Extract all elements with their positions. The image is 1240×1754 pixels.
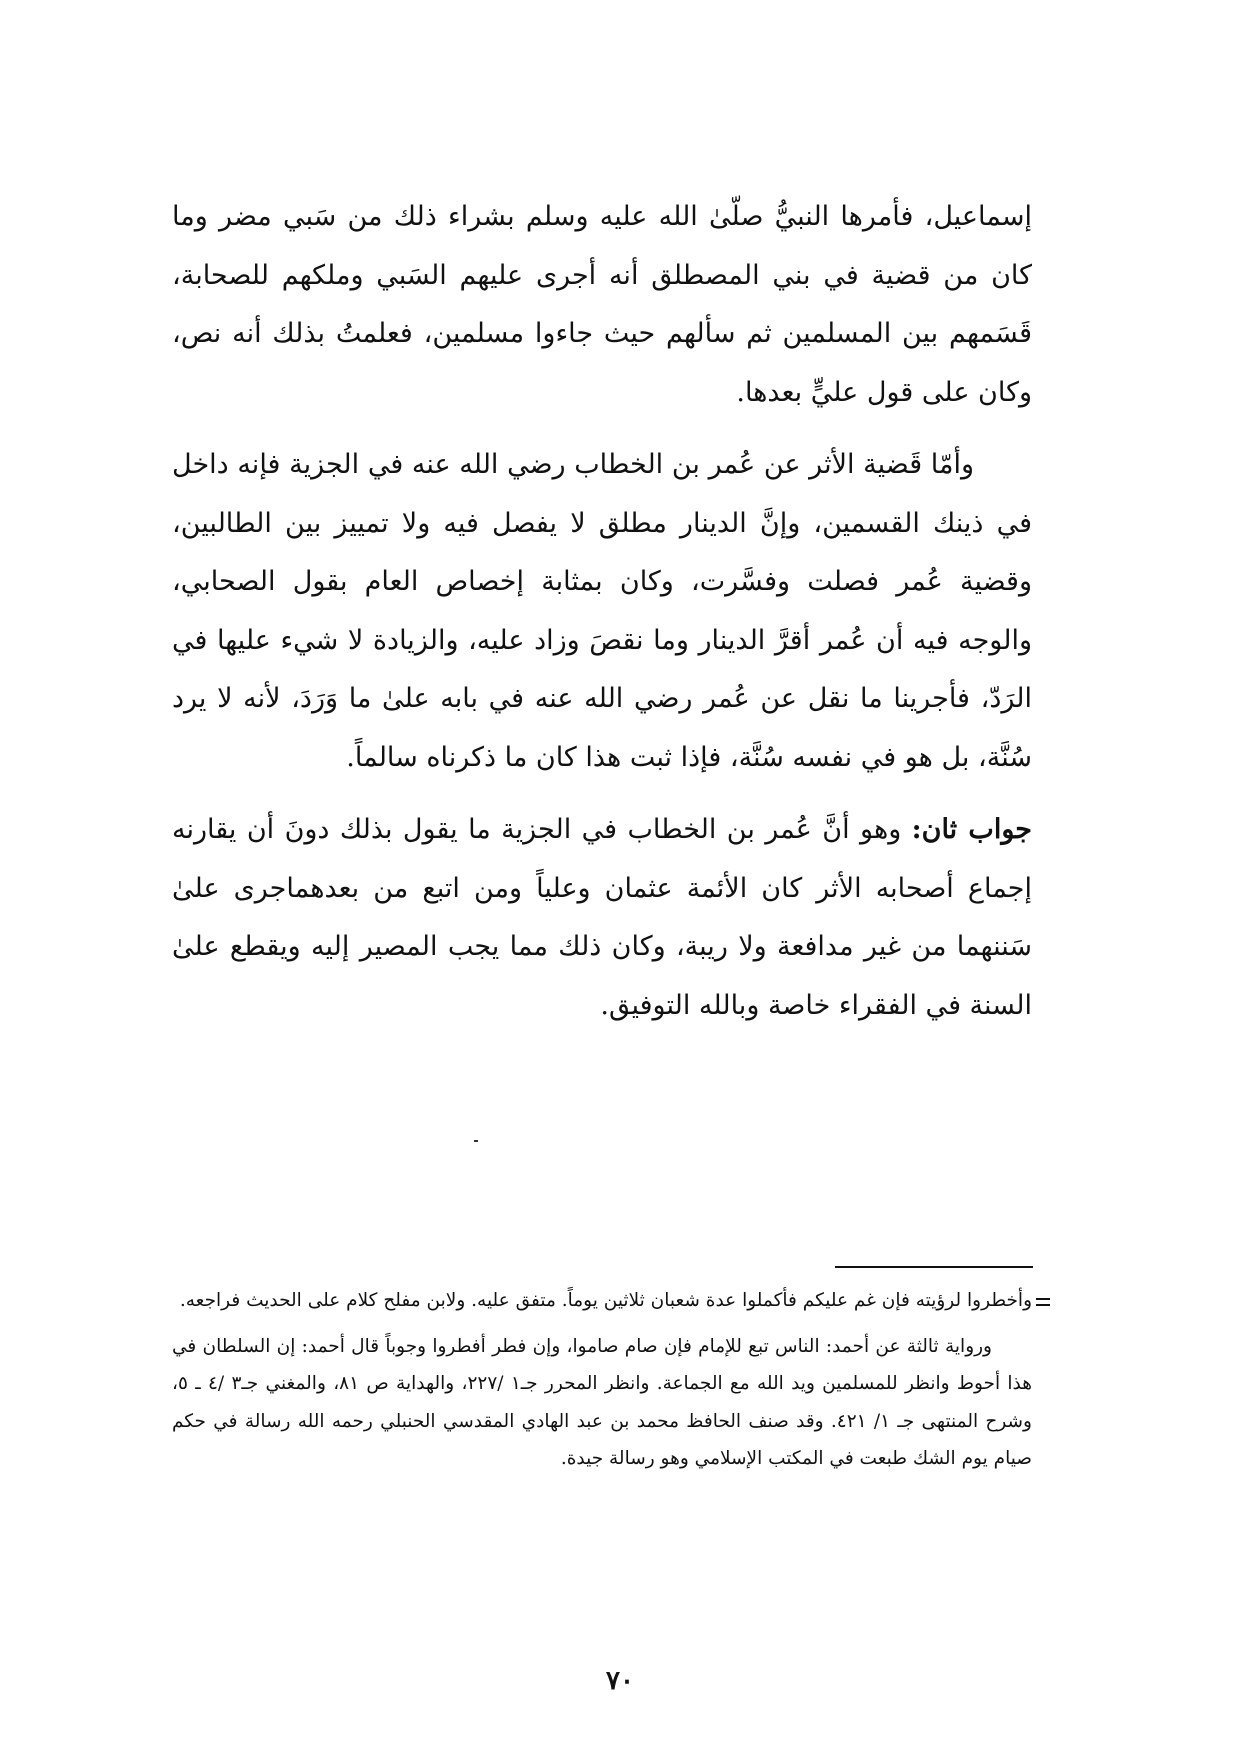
- footnote-2: ورواية ثالثة عن أحمد: الناس تبع للإمام فإن صام صاموا، وإن فطر أفطروا وجوباً قال أحمد: إن السلطان في هذا أحوط وانظر للمسلمين ويد الله مع الجماعة. وانظر المحرر جـ١ /٢٢٧، والهداية ص ٨١، والمغني جـ٣ /٤ ـ ٥، وشرح المنتهى جـ ١/ ٤٢١. وقد صنف الحافظ محمد بن عبد الهادي المقدسي الحنبلي رحمه الله رسالة في حكم صيام يوم الشك طبعت في المكتب الإسلامي وهو رسالة جيدة.: [172, 1335, 1033, 1469]
- main-text: [172, 188, 1032, 1049]
- answer-text: وهو أنَّ عُمر بن الخطاب في الجزية ما يقول بذلك دونَ أن يقارنه إجماع أصحابه الأثر كان الأئمة عثمان وعلياً ومن اتبع من بعدهماجرى علىٰ سَننهما من غير مدافعة ولا ريبة، وكان ذلك مما يجب المصير إليه ويقطع علىٰ السنة في الفقراء خاصة وبالله التوفيق.: [172, 814, 1032, 1021]
- footnote-1: وأخطروا لرؤيته فإن غم عليكم فأكملوا عدة شعبان ثلاثين يوماً. متفق عليه. ولابن مفلح كلام على الحديث فراجعه.: [179, 1290, 1032, 1311]
- stray-mark: [474, 1140, 478, 1142]
- body-paragraph-2: وأمّا قَضية الأثر عن عُمر بن الخطاب رضي الله عنه في الجزية فإنه داخل في ذينك القسمين، وإنَّ الدينار مطلق لا يفصل فيه ولا تمييز بين الطالبين، وقضية عُمر فصلت وفسَّرت، وكان بمثابة إخصاص العام بقول الصحابي، والوجه فيه أن عُمر أقرَّ الدينار وما نقصَ وزاد عليه، والزيادة لا شيء عليها في الرَدّ، فأجرينا ما نقل عن عُمر رضي الله عنه في بابه علىٰ ما وَرَدَ، لأنه لا يرد سُنَّة، بل هو في نفسه سُنَّة، فإذا ثبت هذا كان ما ذكرناه سالماً.: [172, 449, 1032, 773]
- answer-lead: جواب ثان:: [911, 814, 1032, 845]
- footnote-continuation-marker: [1034, 1298, 1050, 1310]
- answer-paragraph: [172, 801, 1032, 1035]
- body-paragraph-1: إسماعيل، فأمرها النبيُّ صلّىٰ الله عليه وسلم بشراء ذلك من سَبي مضر وما كان من قضية في بني المصطلق أنه أجرى عليهم السَبي وملكهم للصحابة، قَسَمهم بين المسلمين ثم سألهم حيث جاءوا مسلمين، فعلمتُ بذلك أنه نص، وكان على قول عليٍّ بعدها.: [172, 201, 1032, 408]
- footnotes: [172, 1282, 1032, 1486]
- footnote-separator: [835, 1266, 1033, 1268]
- page-number: ٧٠: [606, 1666, 634, 1696]
